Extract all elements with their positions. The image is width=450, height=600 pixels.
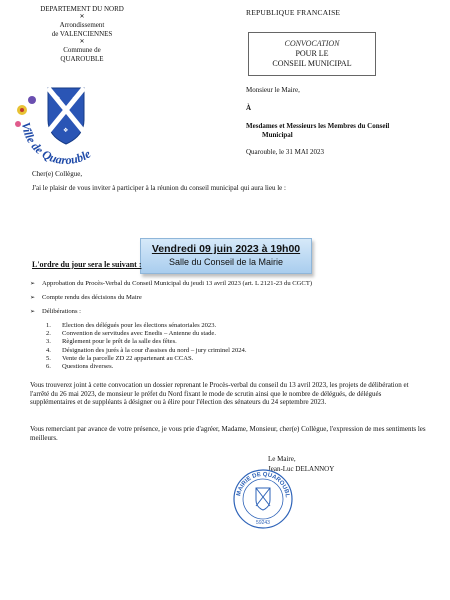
left-header (8, 5, 156, 64)
separator-star: ✕ (79, 14, 85, 20)
list-item: 5. Vente de la parcelle ZD 22 appartenant au CCAS. (46, 354, 194, 362)
agenda-item-2 (30, 294, 142, 302)
commune-line2: QUAROUBLE (60, 55, 104, 63)
arrondissement-line1: Arrondissement (59, 21, 105, 29)
agenda-item-2-text: Compte rendu des décisions du Maire (42, 294, 142, 301)
agenda-title: L'ordre du jour sera le suivant : (32, 260, 142, 269)
intro-text: J'ai le plaisir de vous inviter à participer à la réunion du conseil municipal qui aura lieu le : (32, 184, 286, 192)
salutation: Cher(e) Collègue, (32, 170, 83, 178)
svg-text:❖: ❖ (63, 127, 69, 134)
agenda-item-1-text: Approbation du Procès-Verbal du Conseil Municipal du jeudi 13 avril 2023 (art. L 2121-23 du CGCT) (42, 280, 313, 287)
convocation-title: CONVOCATION (284, 39, 340, 48)
republique-francaise: REPUBLIQUE FRANCAISE (246, 8, 341, 17)
stamp-postcode: 59243 (256, 520, 270, 526)
meeting-date: Vendredi 09 juin 2023 à 19h00 (151, 243, 301, 255)
separator-star: ✕ (79, 39, 85, 45)
deliberations-list (46, 322, 247, 371)
arrondissement-line2: de VALENCIENNES (51, 30, 113, 38)
recipient-members-line2: Municipal (262, 131, 293, 139)
letter-date: Quarouble, le 31 MAI 2023 (246, 148, 324, 156)
logo-text: Ville de Quarouble (18, 121, 94, 166)
arrow-bullet-icon: ➢ (30, 309, 36, 315)
signature-title: Le Maire, (268, 455, 296, 463)
recipient-mayor: Monsieur le Maire, (246, 86, 300, 94)
attachment-paragraph: Vous trouverez joint à cette convocation un dossier reprenant le Procès-verbal du conseil du 13 avril 2023, les projets de délibération et l'arrêté du 26 mai 2023, de monsieur le préfet du Nord fixant le mode de scrutin ainsi que le nombre de délégués, de délégués supplémentaires et de suppléants à désigner ou à élire pour l'élection des sénateurs du 24 septembre 2023. (30, 381, 409, 406)
closing-paragraph: Vous remerciant par avance de votre présence, je vous prie d'agréer, Madame, Monsieur, cher(e) Collègue, l'expression de mes sentiments les meilleurs. (30, 425, 426, 442)
town-logo (10, 80, 122, 166)
agenda-item-3 (30, 308, 81, 316)
agenda-item-1 (30, 280, 312, 288)
arrow-bullet-icon: ➢ (30, 295, 36, 301)
stamp-text: MAIRIE DE QUAROUBL (236, 471, 290, 498)
signature-name: Jean-Luc DELANNOY (268, 465, 335, 473)
mairie-stamp (232, 468, 294, 530)
arrow-bullet-icon: ➢ (30, 281, 36, 287)
recipient-members-line1: Mesdames et Messieurs les Membres du Conseil (246, 122, 390, 130)
meeting-place: Salle du Conseil de la Mairie (168, 257, 284, 267)
list-item: 3. Règlement pour le prêt de la salle des fêtes. (46, 338, 177, 346)
recipient-to: À (246, 104, 252, 112)
list-item: 4. Désignation des jurés à la cour d'assises du nord – jury criminel 2024. (46, 346, 247, 354)
list-item: 6. Questions diverses. (46, 363, 114, 371)
list-item: 1. Election des délégués pour les élections sénatoriales 2023. (46, 322, 217, 329)
department: DEPARTEMENT DU NORD (40, 5, 124, 13)
convocation-subject: CONSEIL MUNICIPAL (272, 59, 352, 68)
meeting-banner (140, 238, 312, 274)
convocation-box (248, 32, 376, 76)
svg-text:❖: ❖ (72, 95, 78, 102)
list-item: 2. Convention de servitudes avec Enedis – Antenne du stade. (46, 330, 216, 338)
convocation-subtitle: POUR LE (295, 49, 329, 58)
agenda-item-3-text: Délibérations : (42, 308, 82, 315)
commune-line1: Commune de (63, 46, 101, 54)
svg-text:❖: ❖ (55, 95, 61, 102)
